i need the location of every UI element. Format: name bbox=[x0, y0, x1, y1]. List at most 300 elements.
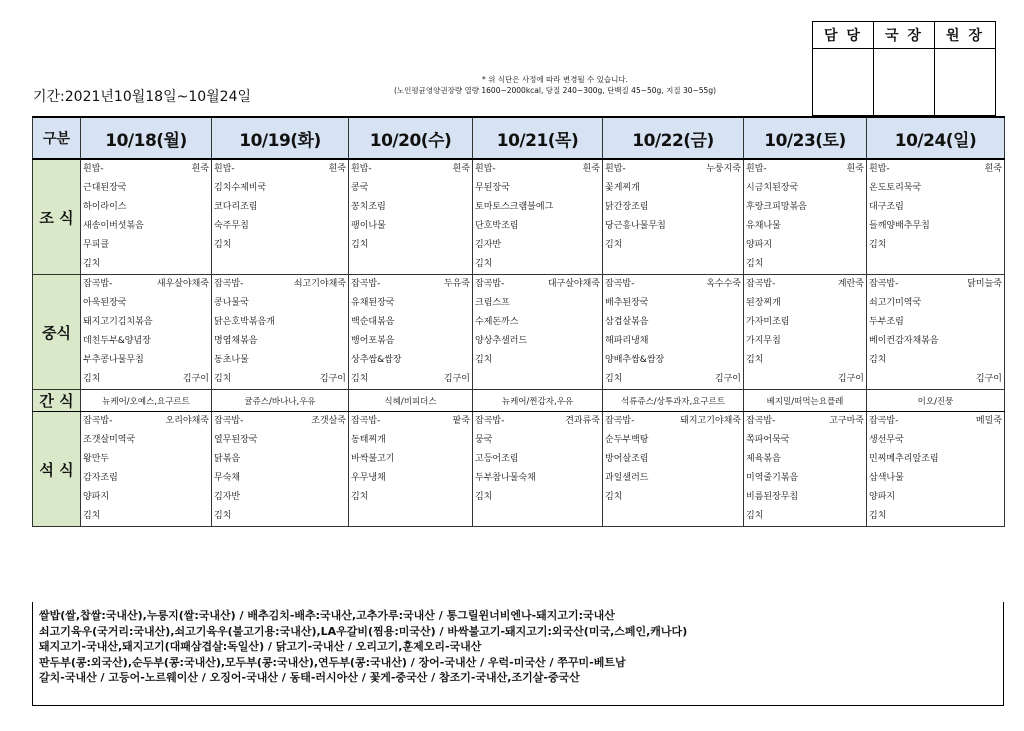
menu-item bbox=[744, 198, 866, 217]
notice-line1: * 위 식단은 사정에 따라 변경될 수 있습니다. bbox=[482, 75, 628, 84]
notice-line2: (노인평균영양권장량 열량 1600~2000kcal, 당질 240~300g, 단백질 45~50g, 지질 30~55g) bbox=[393, 86, 717, 95]
menu-item bbox=[603, 412, 743, 431]
menu-item-name: 팽이나물 bbox=[351, 221, 386, 231]
dinner-cell bbox=[744, 412, 867, 527]
menu-item-name: 닭은호박볶음개 bbox=[214, 317, 275, 327]
menu-item-name: 잡곡밥- bbox=[475, 279, 505, 289]
snack-cell: 귤쥬스/바나나,우유 bbox=[212, 390, 349, 412]
origin-line: 쌀밥(쌀,찹쌀:국내산),누룽지(쌀:국내산) / 배추김치-배추:국내산,고추가루:국내산 / 통그릴윈너비엔나-돼지고기:국내산 bbox=[39, 609, 615, 622]
menu-item-name: 방어살조림 bbox=[605, 454, 649, 464]
menu-item-name: 김치 bbox=[746, 259, 764, 269]
dinner-cell bbox=[867, 412, 1005, 527]
menu-item-name: 가자미조림 bbox=[746, 317, 790, 327]
approval-header-head: 원 장 bbox=[935, 22, 996, 49]
origin-line: 돼지고기-국내산,돼지고기(대패삼겹살:독일산) / 닭고기-국내산 / 오리고기,훈제오리-국내산 bbox=[39, 640, 482, 653]
menu-item-name: 꽃게찌개 bbox=[605, 183, 640, 193]
menu-item-name: 유채나물 bbox=[746, 221, 781, 231]
menu-item-name: 흰밥- bbox=[746, 164, 767, 174]
menu-item-name: 흰밥- bbox=[83, 164, 104, 174]
menu-item-name: 순두부백탕 bbox=[605, 435, 649, 445]
menu-item bbox=[867, 179, 1004, 198]
dinner-cell bbox=[603, 412, 744, 527]
menu-item bbox=[744, 412, 866, 431]
menu-item bbox=[212, 351, 348, 370]
menu-item-name: 잡곡밥- bbox=[605, 279, 635, 289]
menu-item bbox=[867, 469, 1004, 488]
menu-item bbox=[867, 488, 1004, 507]
menu-item-name: 쪽파어묵국 bbox=[746, 435, 790, 445]
header-row bbox=[33, 117, 1005, 159]
menu-item-name: 부추콩나물무침 bbox=[83, 355, 144, 365]
menu-item bbox=[81, 217, 211, 236]
menu-item bbox=[744, 370, 866, 389]
menu-item bbox=[349, 488, 472, 507]
lunch-cell bbox=[603, 275, 744, 390]
menu-item-name: 미역줄기볶음 bbox=[746, 473, 799, 483]
menu-item bbox=[473, 236, 602, 255]
menu-item bbox=[867, 275, 1004, 294]
menu-item bbox=[473, 198, 602, 217]
menu-item bbox=[349, 275, 472, 294]
menu-item-name: 무숙채 bbox=[214, 473, 241, 483]
menu-item bbox=[603, 507, 743, 526]
menu-item-extra: 오리야채죽 bbox=[165, 416, 209, 426]
menu-item bbox=[349, 179, 472, 198]
lunch-cell bbox=[81, 275, 212, 390]
lunch-row bbox=[33, 275, 1005, 390]
breakfast-cell bbox=[349, 159, 473, 275]
menu-item-name: 가지무침 bbox=[746, 336, 781, 346]
menu-item-name: 김치 bbox=[351, 492, 369, 502]
menu-item-name: 흰밥- bbox=[605, 164, 626, 174]
menu-item bbox=[349, 450, 472, 469]
menu-item-name: 열무된장국 bbox=[214, 435, 258, 445]
menu-item bbox=[473, 351, 602, 370]
menu-item bbox=[81, 450, 211, 469]
menu-item-name: 양상추샐러드 bbox=[475, 336, 528, 346]
breakfast-cell bbox=[744, 159, 867, 275]
menu-item-name: 김치 bbox=[605, 240, 623, 250]
menu-item bbox=[212, 488, 348, 507]
menu-item bbox=[349, 332, 472, 351]
menu-item-name: 조갯살미역국 bbox=[83, 435, 136, 445]
menu-item-name: 흰밥- bbox=[351, 164, 372, 174]
dinner-cell bbox=[212, 412, 349, 527]
menu-item-name: 시금치된장국 bbox=[746, 183, 799, 193]
menu-item-name: 코다리조림 bbox=[214, 202, 258, 212]
period-title: 기간:2021년10월18일~10월24일 bbox=[33, 89, 252, 105]
menu-item bbox=[473, 507, 602, 526]
approval-box bbox=[812, 21, 996, 116]
menu-item-name: 흰밥- bbox=[475, 164, 496, 174]
menu-item bbox=[212, 160, 348, 179]
menu-item bbox=[212, 469, 348, 488]
menu-item-name: 당근흥나물무침 bbox=[605, 221, 666, 231]
menu-item-name: 잡곡밥- bbox=[83, 416, 113, 426]
menu-item-extra: 새우살야채죽 bbox=[156, 279, 209, 289]
menu-item bbox=[867, 431, 1004, 450]
menu-item-name: 민찌메추리알조림 bbox=[869, 454, 939, 464]
menu-item-name: 삼색나물 bbox=[869, 473, 904, 483]
menu-item bbox=[349, 412, 472, 431]
menu-item bbox=[212, 313, 348, 332]
menu-item bbox=[473, 255, 602, 274]
menu-item-name: 김치 bbox=[475, 355, 493, 365]
lunch-cell bbox=[867, 275, 1005, 390]
menu-item bbox=[81, 412, 211, 431]
snack-row bbox=[33, 390, 1005, 412]
menu-item-extra: 견과류죽 bbox=[565, 416, 600, 426]
menu-item bbox=[744, 351, 866, 370]
menu-item-name: 잡곡밥- bbox=[475, 416, 505, 426]
menu-item bbox=[81, 488, 211, 507]
menu-item bbox=[603, 488, 743, 507]
menu-item bbox=[349, 313, 472, 332]
snack-cell: 석류쥬스/상투과자,요구르트 bbox=[603, 390, 744, 412]
menu-item bbox=[867, 313, 1004, 332]
menu-item bbox=[744, 450, 866, 469]
approval-sign-head bbox=[935, 49, 996, 116]
menu-item bbox=[603, 469, 743, 488]
menu-item bbox=[349, 236, 472, 255]
menu-item bbox=[867, 370, 1004, 389]
menu-item-name: 뱅어포볶음 bbox=[351, 336, 395, 346]
menu-item bbox=[81, 275, 211, 294]
menu-item bbox=[603, 370, 743, 389]
menu-item bbox=[349, 294, 472, 313]
menu-item bbox=[867, 236, 1004, 255]
menu-item-name: 돼지고기김치볶음 bbox=[83, 317, 153, 327]
menu-item-name: 흰밥- bbox=[869, 164, 890, 174]
menu-item-name: 들깨양배추무침 bbox=[869, 221, 930, 231]
menu-item-name: 김치 bbox=[869, 511, 887, 521]
menu-item bbox=[744, 217, 866, 236]
menu-item bbox=[81, 160, 211, 179]
menu-item-name: 잡곡밥- bbox=[869, 416, 899, 426]
menu-item-name: 닭간장조림 bbox=[605, 202, 649, 212]
menu-item bbox=[473, 217, 602, 236]
menu-item-name: 두부참나물숙채 bbox=[475, 473, 536, 483]
menu-item-name: 두부조림 bbox=[869, 317, 904, 327]
menu-item-name: 토마토스크램블에그 bbox=[475, 202, 554, 212]
menu-item bbox=[473, 275, 602, 294]
menu-item-extra: 흰죽 bbox=[191, 164, 209, 174]
menu-item-name: 베이컨감자채볶음 bbox=[869, 336, 939, 346]
menu-item bbox=[81, 255, 211, 274]
nutrition-notice bbox=[330, 74, 780, 96]
menu-item-name: 양파지 bbox=[83, 492, 110, 502]
menu-item-name: 데친두부&양념장 bbox=[83, 336, 151, 346]
menu-item-name: 무피클 bbox=[83, 240, 110, 250]
menu-item-name: 잡곡밥- bbox=[83, 279, 113, 289]
menu-item bbox=[744, 160, 866, 179]
menu-item bbox=[349, 160, 472, 179]
menu-item-name: 김치 bbox=[605, 492, 623, 502]
day-header: 10/21(목) bbox=[473, 117, 603, 159]
menu-item bbox=[212, 294, 348, 313]
menu-item bbox=[744, 275, 866, 294]
menu-item-name: 아욱된장국 bbox=[83, 298, 127, 308]
menu-item bbox=[81, 469, 211, 488]
menu-item bbox=[867, 351, 1004, 370]
menu-item-name: 잡곡밥- bbox=[351, 416, 381, 426]
menu-item bbox=[473, 370, 602, 389]
menu-item bbox=[867, 412, 1004, 431]
menu-item bbox=[603, 332, 743, 351]
menu-item-name: 양파지 bbox=[869, 492, 896, 502]
breakfast-cell bbox=[81, 159, 212, 275]
menu-item bbox=[603, 217, 743, 236]
menu-item bbox=[81, 431, 211, 450]
menu-item-extra: 김구이 bbox=[975, 374, 1002, 384]
menu-item-name: 김치 bbox=[475, 259, 493, 269]
snack-cell: 뉴케어/오예스,요구르트 bbox=[81, 390, 212, 412]
menu-table bbox=[32, 116, 1005, 527]
menu-item-name: 바싹불고기 bbox=[351, 454, 395, 464]
menu-item bbox=[473, 412, 602, 431]
menu-item-extra: 흰죽 bbox=[984, 164, 1002, 174]
menu-item bbox=[603, 450, 743, 469]
approval-sign-director bbox=[874, 49, 935, 116]
menu-item bbox=[744, 488, 866, 507]
menu-item-name: 후랑크피망볶음 bbox=[746, 202, 807, 212]
day-header: 10/18(월) bbox=[81, 117, 212, 159]
menu-item bbox=[744, 313, 866, 332]
menu-item-name: 양배추쌈&쌈장 bbox=[605, 355, 665, 365]
menu-item-name: 김치 bbox=[214, 374, 232, 384]
day-header: 10/19(화) bbox=[212, 117, 349, 159]
menu-item-name: 김치 bbox=[746, 355, 764, 365]
menu-item-name: 잡곡밥- bbox=[746, 279, 776, 289]
menu-item-name: 무된장국 bbox=[475, 183, 510, 193]
lunch-cell bbox=[473, 275, 603, 390]
menu-item-extra: 계란죽 bbox=[837, 279, 864, 289]
menu-item-name: 김치 bbox=[746, 511, 764, 521]
menu-item bbox=[349, 507, 472, 526]
menu-item-name: 근대된장국 bbox=[83, 183, 127, 193]
menu-item bbox=[603, 431, 743, 450]
lunch-cell bbox=[212, 275, 349, 390]
menu-item bbox=[603, 198, 743, 217]
menu-item bbox=[212, 370, 348, 389]
menu-item-name: 콩국 bbox=[351, 183, 369, 193]
menu-item bbox=[744, 255, 866, 274]
menu-item bbox=[867, 332, 1004, 351]
menu-item bbox=[867, 507, 1004, 526]
menu-item-name: 삼겹살볶음 bbox=[605, 317, 649, 327]
origin-line: 쇠고기육우(국거리:국내산),쇠고기육우(불고기용:국내산),LA우갈비(찜용:미국산) / 바싹불고기-돼지고기:외국산(미국,스페인,캐나다) bbox=[39, 624, 688, 638]
menu-item bbox=[81, 507, 211, 526]
menu-item bbox=[603, 275, 743, 294]
menu-item-name: 비름된장무침 bbox=[746, 492, 799, 502]
menu-item-extra: 팥죽 bbox=[452, 416, 470, 426]
origin-line: 갈치-국내산 / 고등어-노르웨이산 / 오징어-국내산 / 동태-러시아산 / 꽃게-중국산 / 참조기-국내산,조기살-중국산 bbox=[39, 671, 580, 684]
menu-item-name: 김치 bbox=[351, 374, 369, 384]
lunch-cell bbox=[349, 275, 473, 390]
menu-item-extra: 흰죽 bbox=[452, 164, 470, 174]
menu-item-name: 온도토리묵국 bbox=[869, 183, 922, 193]
menu-item bbox=[81, 332, 211, 351]
menu-item bbox=[603, 351, 743, 370]
menu-item-name: 동태찌개 bbox=[351, 435, 386, 445]
menu-item bbox=[473, 179, 602, 198]
menu-item bbox=[744, 507, 866, 526]
menu-item bbox=[473, 313, 602, 332]
menu-item-name: 크림스프 bbox=[475, 298, 510, 308]
menu-item bbox=[473, 332, 602, 351]
menu-item-name: 잡곡밥- bbox=[605, 416, 635, 426]
menu-item-name: 닭볶음 bbox=[214, 454, 241, 464]
menu-item bbox=[744, 431, 866, 450]
menu-item-name: 김치 bbox=[83, 511, 101, 521]
menu-item-extra: 누룽지죽 bbox=[706, 164, 741, 174]
lunch-label: 중식 bbox=[33, 275, 81, 390]
menu-item-name: 김치수제비국 bbox=[214, 183, 267, 193]
menu-item-extra: 흰죽 bbox=[846, 164, 864, 174]
menu-item bbox=[349, 217, 472, 236]
dinner-cell bbox=[473, 412, 603, 527]
menu-item bbox=[349, 370, 472, 389]
menu-item-name: 새송이버섯볶음 bbox=[83, 221, 144, 231]
menu-item-extra: 두유죽 bbox=[443, 279, 470, 289]
menu-item bbox=[81, 351, 211, 370]
day-header: 10/22(금) bbox=[603, 117, 744, 159]
menu-item bbox=[212, 179, 348, 198]
menu-item bbox=[81, 179, 211, 198]
dinner-label: 석 식 bbox=[33, 412, 81, 527]
menu-item bbox=[473, 294, 602, 313]
breakfast-cell bbox=[603, 159, 744, 275]
menu-item-name: 김치 bbox=[869, 355, 887, 365]
menu-item bbox=[212, 450, 348, 469]
approval-header-director: 국 장 bbox=[874, 22, 935, 49]
menu-item bbox=[212, 275, 348, 294]
menu-item bbox=[867, 294, 1004, 313]
menu-item bbox=[867, 198, 1004, 217]
menu-item-extra: 메밀죽 bbox=[975, 416, 1002, 426]
menu-item bbox=[473, 488, 602, 507]
snack-label: 간 식 bbox=[33, 390, 81, 412]
menu-item-extra: 김구이 bbox=[714, 374, 741, 384]
menu-item bbox=[349, 198, 472, 217]
dinner-cell bbox=[349, 412, 473, 527]
menu-item bbox=[81, 313, 211, 332]
menu-item-name: 김치 bbox=[869, 240, 887, 250]
breakfast-cell bbox=[212, 159, 349, 275]
day-header: 10/23(토) bbox=[744, 117, 867, 159]
menu-item-name: 김치 bbox=[351, 240, 369, 250]
menu-item bbox=[473, 469, 602, 488]
menu-item-name: 감자조림 bbox=[83, 473, 118, 483]
menu-item bbox=[603, 255, 743, 274]
menu-item-name: 과일샐러드 bbox=[605, 473, 649, 483]
menu-item bbox=[212, 217, 348, 236]
menu-item bbox=[212, 412, 348, 431]
menu-item-name: 잡곡밥- bbox=[214, 279, 244, 289]
menu-item bbox=[603, 160, 743, 179]
menu-item-name: 수제돈까스 bbox=[475, 317, 519, 327]
menu-item bbox=[349, 469, 472, 488]
day-header: 10/24(일) bbox=[867, 117, 1005, 159]
menu-item bbox=[744, 236, 866, 255]
lunch-cell bbox=[744, 275, 867, 390]
menu-item-name: 김자반 bbox=[214, 492, 241, 502]
menu-item bbox=[867, 255, 1004, 274]
dinner-row bbox=[33, 412, 1005, 527]
menu-item-extra: 김구이 bbox=[182, 374, 209, 384]
menu-item-extra: 김구이 bbox=[837, 374, 864, 384]
breakfast-cell bbox=[867, 159, 1005, 275]
menu-item bbox=[473, 160, 602, 179]
snack-cell: 뉴케어/찐감자,우유 bbox=[473, 390, 603, 412]
menu-item-extra: 닭미늘죽 bbox=[967, 279, 1002, 289]
menu-item-name: 명엽채볶음 bbox=[214, 336, 258, 346]
menu-item bbox=[603, 179, 743, 198]
menu-item-name: 고등어조림 bbox=[475, 454, 519, 464]
menu-item-name: 단호박조림 bbox=[475, 221, 519, 231]
approval-sign-manager bbox=[813, 49, 874, 116]
menu-item-name: 우무냉채 bbox=[351, 473, 386, 483]
menu-item bbox=[867, 217, 1004, 236]
menu-item bbox=[473, 431, 602, 450]
menu-item-extra: 돼지고기야채죽 bbox=[680, 416, 741, 426]
menu-item bbox=[603, 294, 743, 313]
menu-item-name: 김치 bbox=[214, 240, 232, 250]
menu-item-name: 뭉국 bbox=[475, 435, 493, 445]
origin-info bbox=[32, 602, 1004, 706]
corner-label: 구분 bbox=[33, 117, 81, 159]
snack-cell: 식혜/비피더스 bbox=[349, 390, 473, 412]
menu-item-name: 잡곡밥- bbox=[869, 279, 899, 289]
menu-item-name: 양파지 bbox=[746, 240, 773, 250]
menu-item bbox=[349, 351, 472, 370]
menu-item bbox=[473, 450, 602, 469]
menu-item-name: 왕만두 bbox=[83, 454, 110, 464]
menu-item-name: 김치 bbox=[605, 374, 623, 384]
menu-item-name: 김치 bbox=[83, 259, 101, 269]
menu-item bbox=[212, 198, 348, 217]
menu-item bbox=[212, 431, 348, 450]
menu-item bbox=[212, 236, 348, 255]
menu-item-name: 유채된장국 bbox=[351, 298, 395, 308]
menu-item-extra: 대구살야채죽 bbox=[547, 279, 600, 289]
menu-item bbox=[81, 198, 211, 217]
menu-item bbox=[212, 507, 348, 526]
menu-item-name: 상추쌈&쌈장 bbox=[351, 355, 402, 365]
menu-item bbox=[744, 332, 866, 351]
menu-item bbox=[212, 332, 348, 351]
menu-item bbox=[81, 236, 211, 255]
menu-item-extra: 고구마죽 bbox=[829, 416, 864, 426]
menu-item-name: 제육볶음 bbox=[746, 454, 781, 464]
menu-item-name: 하이라이스 bbox=[83, 202, 127, 212]
menu-item bbox=[81, 370, 211, 389]
menu-item-extra: 김구이 bbox=[443, 374, 470, 384]
menu-item bbox=[744, 179, 866, 198]
day-header: 10/20(수) bbox=[349, 117, 473, 159]
menu-item-name: 흰밥- bbox=[214, 164, 235, 174]
menu-item-extra: 쇠고기야채죽 bbox=[293, 279, 346, 289]
menu-item-name: 배추된장국 bbox=[605, 298, 649, 308]
snack-cell: 이오/진뭉 bbox=[867, 390, 1005, 412]
dinner-cell bbox=[81, 412, 212, 527]
menu-item-extra: 옥수수죽 bbox=[706, 279, 741, 289]
menu-item-name: 해파리냉채 bbox=[605, 336, 649, 346]
menu-item bbox=[212, 255, 348, 274]
menu-item-name: 김치 bbox=[475, 492, 493, 502]
snack-cell: 베지밀/떠먹는요플레 bbox=[744, 390, 867, 412]
origin-line: 판두부(콩:외국산),순두부(콩:국내산),모두부(콩:국내산),연두부(콩:국내산) / 장어-국내산 / 우럭-미국산 / 쭈꾸미-베트남 bbox=[39, 655, 626, 669]
